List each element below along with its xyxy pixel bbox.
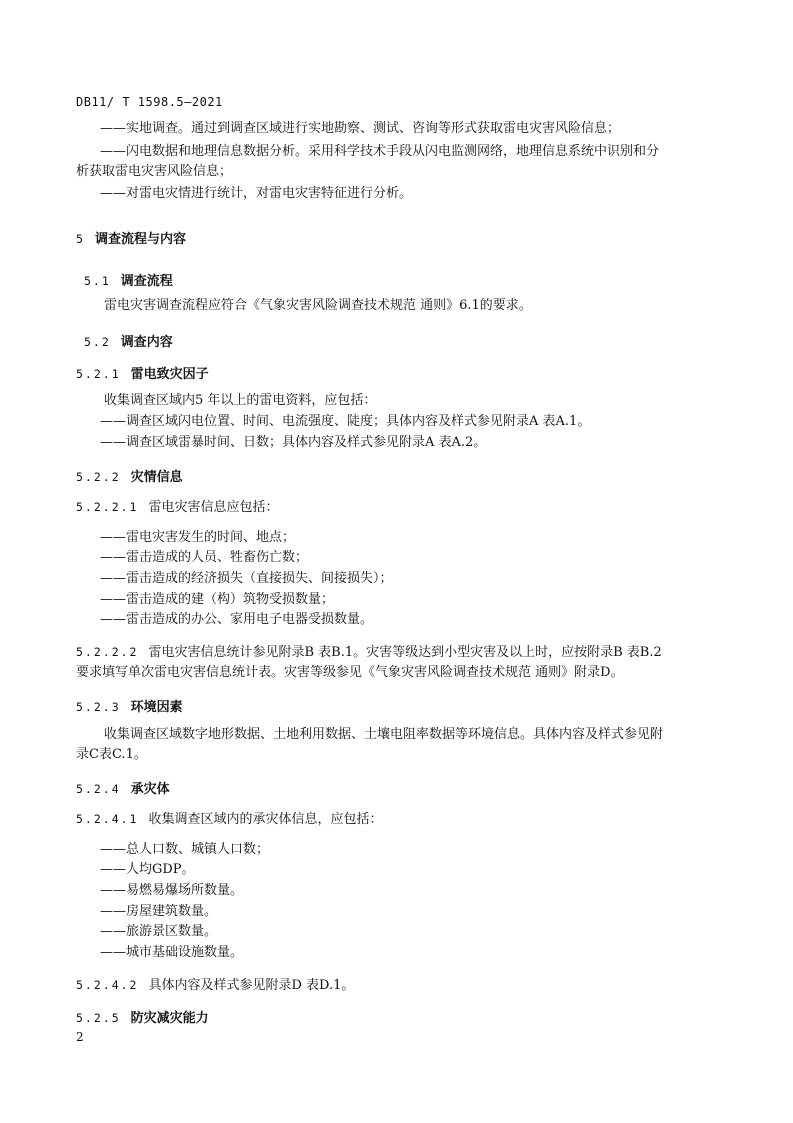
section-heading-5 <box>76 228 186 247</box>
section-heading-5-2-5 <box>76 1007 209 1026</box>
list-item: ——调查区域闪电位置、时间、电流强度、陡度；具体内容及样式参见附录A 表A.1。 <box>100 414 591 429</box>
list-item: ——城市基础设施数量。 <box>100 945 244 960</box>
list-item: ——易燃易爆场所数量。 <box>100 883 244 898</box>
clause-text: 雷电灾害信息统计参见附录B 表B.1。灾害等级达到小型灾害及以上时，应按附录B 表B.2 <box>148 645 662 660</box>
clause-5-2-4-2 <box>76 975 354 996</box>
clause-5-2-2-2 <box>76 642 662 663</box>
list-item: ——闪电数据和地理信息数据分析。采用科学技术手段从闪电监测网络，地理信息系统中识别和分 <box>100 144 660 159</box>
list-item: ——对雷电灾情进行统计，对雷电灾害特征进行分析。 <box>100 186 413 201</box>
section-number: 5 <box>76 232 85 246</box>
clause-text: 雷电灾害信息应包括： <box>148 500 279 515</box>
list-item: ——房屋建筑数量。 <box>100 904 218 919</box>
paragraph: 收集调查区域数字地形数据、土地利用数据、土壤电阻率数据等环境信息。具体内容及样式参见附 <box>104 727 664 742</box>
section-title: 雷电致灾因子 <box>130 367 209 382</box>
list-item: ——雷击造成的经济损失（直接损失、间接损失）； <box>100 571 393 586</box>
section-title: 防灾减灾能力 <box>130 1011 209 1026</box>
list-item: ——旅游景区数量。 <box>100 924 218 939</box>
clause-text-continuation: 要求填写单次雷电灾害信息统计表。灾害等级参见《气象灾害风险调查技术规范 通则》附录D。 <box>76 665 624 680</box>
section-title: 承灾体 <box>130 782 170 797</box>
list-item: ——雷击造成的建（构）筑物受损数量； <box>100 592 335 607</box>
section-title: 调查内容 <box>120 335 173 350</box>
clause-number: 5.2.2.2 <box>76 645 139 659</box>
page-number: 2 <box>76 1030 84 1044</box>
section-number: 5.2.2 <box>76 470 121 484</box>
section-heading-5-2-2 <box>76 466 183 485</box>
list-item: ——实地调查。通过到调查区域进行实地勘察、测试、咨询等形式获取雷电灾害风险信息； <box>100 121 621 136</box>
list-item: ——总人口数、城镇人口数； <box>100 842 270 857</box>
section-title: 灾情信息 <box>130 470 183 485</box>
list-item: ——调查区域雷暴时间、日数；具体内容及样式参见附录A 表A.2。 <box>100 435 487 450</box>
clause-5-2-4-1 <box>76 809 382 830</box>
section-title: 调查流程与内容 <box>94 232 186 247</box>
section-heading-5-1 <box>84 270 173 289</box>
clause-text: 具体内容及样式参见附录D 表D.1。 <box>148 978 355 993</box>
list-item-continuation: 析获取雷电灾害风险信息； <box>76 164 233 179</box>
clause-number: 5.2.4.2 <box>76 978 139 992</box>
paragraph: 雷电灾害调查流程应符合《气象灾害风险调查技术规范 通则》6.1的要求。 <box>104 298 532 313</box>
section-number: 5.2.1 <box>76 367 121 381</box>
section-heading-5-2-3 <box>76 696 183 715</box>
paragraph-continuation: 录C表C.1。 <box>76 747 147 762</box>
list-item: ——雷击造成的办公、家用电子电器受损数量。 <box>100 612 374 627</box>
section-number: 5.2.5 <box>76 1011 121 1025</box>
clause-text: 收集调查区域内的承灾体信息，应包括： <box>148 812 383 827</box>
section-heading-5-2-4 <box>76 778 170 797</box>
document-code: DB11/ T 1598.5—2021 <box>76 95 223 109</box>
section-number: 5.2.4 <box>76 782 121 796</box>
section-title: 调查流程 <box>120 274 173 289</box>
list-item: ——雷电灾害发生的时间、地点； <box>100 530 296 545</box>
clause-number: 5.2.2.1 <box>76 500 139 514</box>
section-number: 5.2 <box>84 335 111 349</box>
paragraph: 收集调查区域内5 年以上的雷电资料，应包括： <box>104 393 377 408</box>
list-item: ——人均GDP。 <box>100 862 195 877</box>
section-number: 5.1 <box>84 274 111 288</box>
clause-5-2-2-1 <box>76 497 278 518</box>
section-heading-5-2 <box>84 331 173 350</box>
section-title: 环境因素 <box>130 700 183 715</box>
section-heading-5-2-1 <box>76 363 209 382</box>
clause-number: 5.2.4.1 <box>76 812 139 826</box>
list-item: ——雷击造成的人员、牲畜伤亡数； <box>100 550 309 565</box>
section-number: 5.2.3 <box>76 700 121 714</box>
